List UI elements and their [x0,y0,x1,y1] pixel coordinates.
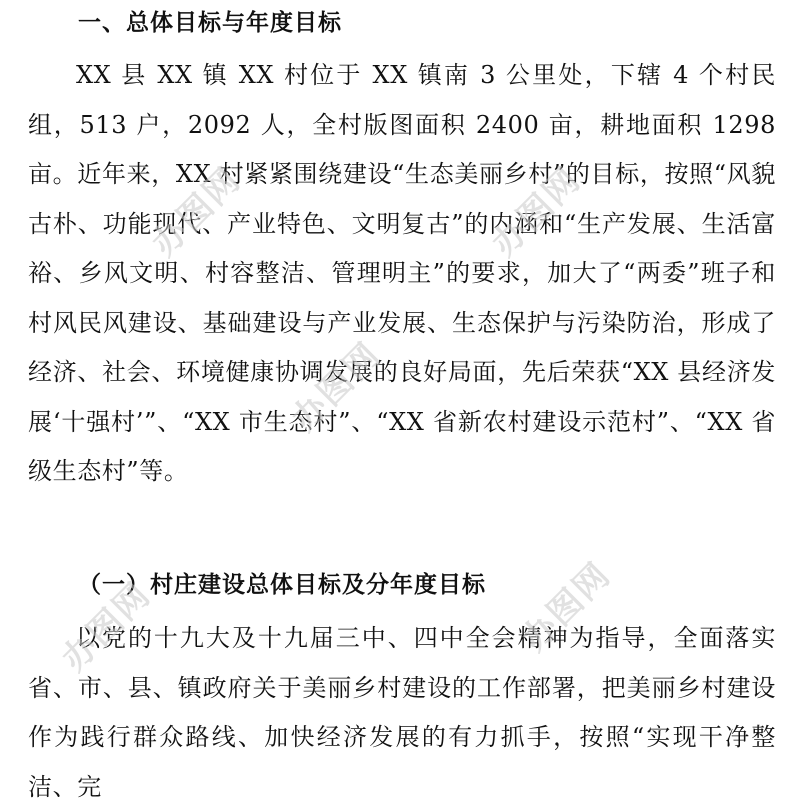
paragraph-1: XX 县 XX 镇 XX 村位于 XX 镇南 3 公里处，下辖 4 个村民组，513 户，2092 人，全村版图面积 2400 亩，耕地面积 1298 亩。近年来，XX 村紧紧围绕建设“生态美丽乡村”的目标，按照“风貌古朴、功能现代、产业特色、文明复古”的内涵和“生产发展、生活富裕、乡风文明、村容整洁、管理明主”的要求，加大了“两委”班子和村风民风建设、基础建设与产业发展、生态保护与污染防治，形成了经济、社会、环境健康协调发展的良好局面，先后荣获“XX 县经济发展‘十强村’”、“XX 市生态村”、“XX 省新农村建设示范村”、“XX 省级生态村”等。 [28,61,776,485]
watermark: 办图网 [54,574,159,680]
section-heading-1: 一、总体目标与年度目标 [78,10,342,36]
watermark: 办图网 [484,159,589,265]
watermark: 办图网 [284,334,389,440]
watermark: 办图网 [144,159,249,265]
subsection-heading-1: （一）村庄建设总体目标及分年度目标 [78,572,486,598]
paragraph-2: 以党的十九大及十九届三中、四中全会精神为指导，全面落实省、市、县、镇政府关于美丽乡村建设的工作部署，把美丽乡村建设作为践行群众路线、加快经济发展的有力抓手，按照“实现干净整洁、完 [28,624,776,800]
watermark: 办图网 [514,554,619,660]
